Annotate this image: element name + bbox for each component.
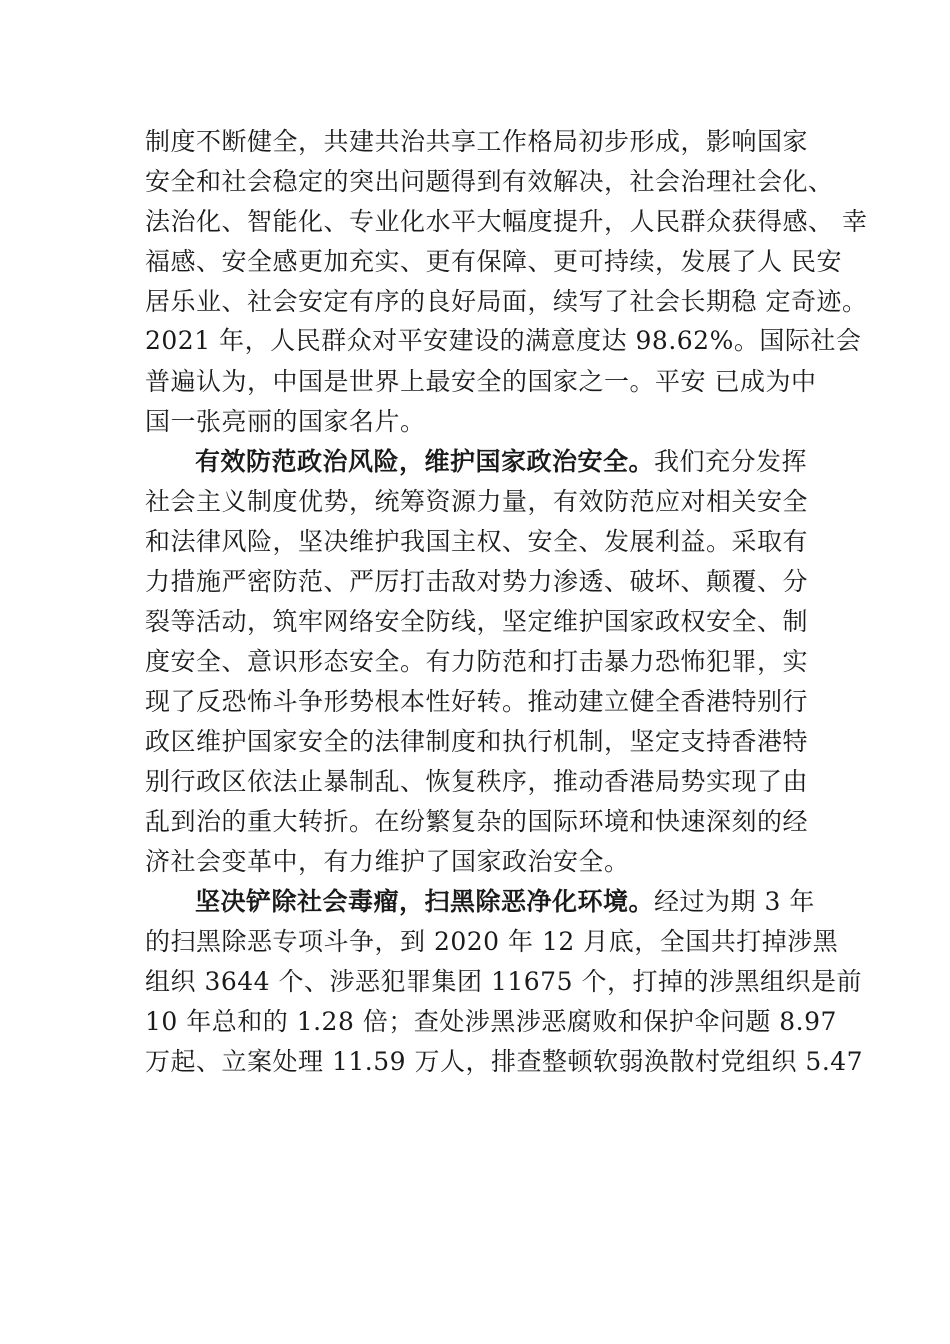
text-line [145,524,808,560]
line-text: 法治化、智能化、专业化水平大幅度提升，人民群众获得感、 幸 [145,207,868,236]
line-text: 社会主义制度优势，统筹资源力量，有效防范应对相关安全 [145,487,809,516]
text-line [145,484,808,520]
text-line [145,564,808,600]
line-text: 制度不断健全，共建共治共享工作格局初步形成，影响国家 [145,127,809,156]
line-text: 现了反恐怖斗争形势根本性好转。推动建立健全香港特别行 [145,687,809,716]
text-line [145,604,808,640]
text-line [145,404,426,440]
line-text: 经过为期 3 年 [654,887,815,916]
text-line [145,1044,863,1080]
text-line [145,323,861,359]
text-line [145,284,867,320]
line-text: 居乐业、社会安定有序的良好局面，续写了社会长期稳 定奇迹。 [145,287,868,316]
line-text: 乱到治的重大转折。在纷繁复杂的国际环境和快速深刻的经 [145,807,809,836]
text-line [145,844,630,880]
paragraph-heading-line [195,884,815,920]
line-text: 政区维护国家安全的法律制度和执行机制，坚定支持香港特 [145,727,809,756]
line-text: 我们充分发挥 [654,447,808,476]
line-text: 国一张亮丽的国家名片。 [145,407,426,436]
line-text: 和法律风险，坚决维护我国主权、安全、发展利益。采取有 [145,527,809,556]
line-text: 2021 年，人民群众对平安建设的满意度达 98.62%。国际社会 [145,326,862,355]
line-text: 10 年总和的 1.28 倍；查处涉黑涉恶腐败和保护伞问题 8.97 [145,1007,837,1036]
line-text: 力措施严密防范、严厉打击敌对势力渗透、破坏、颠覆、分 [145,567,809,596]
paragraph-heading: 有效防范政治风险，维护国家政治安全。 [195,447,655,476]
line-text: 裂等活动，筑牢网络安全防线，坚定维护国家政权安全、制 [145,607,809,636]
text-line [145,764,808,800]
text-line [145,924,838,960]
text-line [145,244,842,280]
line-text: 济社会变革中，有力维护了国家政治安全。 [145,847,630,876]
text-line [145,964,862,1000]
line-text: 安全和社会稳定的突出问题得到有效解决，社会治理社会化、 [145,167,834,196]
line-text: 普遍认为，中国是世界上最安全的国家之一。平安 已成为中 [145,367,817,396]
line-text: 万起、立案处理 11.59 万人，排查整顿软弱涣散村党组织 5.47 [145,1047,864,1076]
text-line [145,684,808,720]
text-line [145,1004,837,1040]
text-line [145,364,816,400]
text-line [145,124,808,160]
text-line [145,164,834,200]
paragraph-heading: 坚决铲除社会毒瘤，扫黑除恶净化环境。 [195,887,655,916]
text-line [145,644,808,680]
line-text: 的扫黑除恶专项斗争，到 2020 年 12 月底，全国共打掉涉黑 [145,927,839,956]
line-text: 别行政区依法止暴制乱、恢复秩序，推动香港局势实现了由 [145,767,809,796]
text-line [145,204,867,240]
paragraph-heading-line [195,444,807,480]
text-line [145,804,808,840]
text-line [145,724,808,760]
line-text: 福感、安全感更加充实、更有保障、更可持续，发展了人 民安 [145,247,842,276]
line-text: 组织 3644 个、涉恶犯罪集团 11675 个，打掉的涉黑组织是前 [145,967,862,996]
line-text: 度安全、意识形态安全。有力防范和打击暴力恐怖犯罪，实 [145,647,809,676]
